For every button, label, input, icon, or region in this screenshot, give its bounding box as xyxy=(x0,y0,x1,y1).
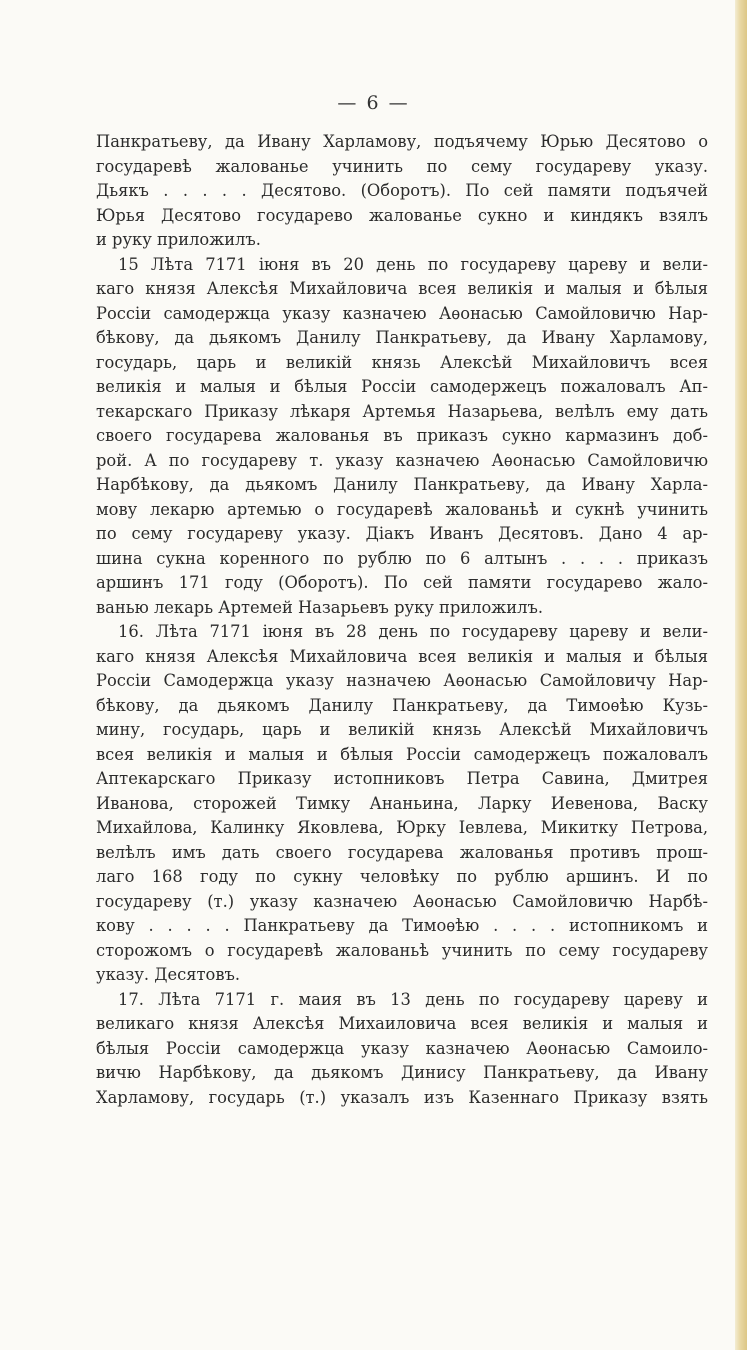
page-number: — 6 — xyxy=(337,92,410,114)
text-line: шина сукна коренного по рублю по 6 алтынъ . . . . приказъ xyxy=(96,548,708,568)
text-line: каго князя Алексѣя Михайловича всея великія и малыя и бѣлыя xyxy=(96,646,708,666)
text-line: великія и малыя и бѣлыя Россіи самодержецъ пожаловалъ Ап- xyxy=(96,377,708,396)
text-line: аршинъ 171 году (Оборотъ). По сей памяти государево жало- xyxy=(96,573,708,592)
text-line: лаго 168 году по сукну человѣку по рублю аршинъ. И по xyxy=(96,867,708,886)
text-line: бѣкову, да дьякомъ Данилу Панкратьеву, да Ивану Харламову, xyxy=(96,328,708,347)
text-line: ванью лекарь Артемей Назарьевъ руку приложилъ. xyxy=(96,597,544,617)
text-line: Россіи самодержца указу казначею Аѳонасью Самойловичю Нар- xyxy=(96,303,708,323)
text-line: Юрья Десятово государево жалованье сукно и киндякъ взялъ xyxy=(96,205,708,225)
page-edge xyxy=(735,0,747,1350)
text-line: государь, царь и великій князь Алексѣй Михайловичъ всея xyxy=(96,352,708,372)
text-line: государеву (т.) указу казначею Аѳонасью Самойловичю Нарбѣ- xyxy=(96,891,708,911)
text-line: и руку приложилъ. xyxy=(96,230,261,249)
text-line: Иванова, сторожей Тимку Ананьина, Ларку Иевенова, Васку xyxy=(96,793,708,813)
body-text xyxy=(96,130,708,1110)
entry-17-start: 17. Лѣта 7171 г. маия въ 13 день по государеву цареву и xyxy=(118,989,708,1009)
text-line: государевѣ жалованье учинить по сему государеву указу. xyxy=(96,156,708,176)
text-line: своего государева жалованья въ приказъ сукно кармазинъ доб- xyxy=(96,426,708,445)
text-line: велѣлъ имъ дать своего государева жалованья противъ прош- xyxy=(96,842,708,862)
text-line: Аптекарскаго Приказу истопниковъ Петра Савина, Дмитрея xyxy=(96,769,708,788)
text-line: мину, государь, царь и великій князь Алексѣй Михайловичъ xyxy=(96,720,708,739)
text-line: всея великія и малыя и бѣлыя Россіи самодержецъ пожаловалъ xyxy=(96,744,708,764)
entry-15-start: 15 Лѣта 7171 іюня въ 20 день по государеву цареву и вели- xyxy=(118,254,708,274)
text-line: по сему государеву указу. Діакъ Иванъ Десятовъ. Дано 4 ар- xyxy=(96,524,708,543)
entry-16-start: 16. Лѣта 7171 іюня въ 28 день по государеву цареву и вели- xyxy=(118,622,708,641)
text-line: Михайлова, Калинку Яковлева, Юрку Іевлева, Микитку Петрова, xyxy=(96,818,708,837)
text-line: текарскаго Приказу лѣкаря Артемья Назарьева, велѣлъ ему дать xyxy=(96,401,708,421)
text-line: великаго князя Алексѣя Михаиловича всея великія и малыя и xyxy=(96,1014,708,1033)
text-line: мову лекарю артемью о государевѣ жалованьѣ и сукнѣ учинить xyxy=(96,499,708,519)
text-line: кову . . . . . Панкратьеву да Тимоѳѣю . . . . истопникомъ и xyxy=(96,916,708,935)
text-line: сторожомъ о государевѣ жалованьѣ учинить по сему государеву xyxy=(96,940,708,960)
text-line: указу. Десятовъ. xyxy=(96,965,241,984)
text-line: бѣлыя Россіи самодержца указу казначею Аѳонасью Самоило- xyxy=(96,1038,708,1058)
text-line: бѣкову, да дьякомъ Данилу Панкратьеву, да Тимоѳѣю Кузь- xyxy=(96,695,708,715)
text-line: вичю Нарбѣкову, да дьякомъ Динису Панкратьеву, да Ивану xyxy=(96,1063,708,1082)
text-line: Нарбѣкову, да дьякомъ Данилу Панкратьеву, да Ивану Харла- xyxy=(96,475,708,494)
text-line: Дьякъ . . . . . Десятово. (Оборотъ). По сей памяти подъячей xyxy=(96,181,708,200)
text-line: каго князя Алексѣя Михайловича всея великія и малыя и бѣлыя xyxy=(96,279,708,298)
text-line: Россіи Самодержца указу назначею Аѳонасью Самойловичу Нар- xyxy=(96,671,708,690)
text-line: рой. А по государеву т. указу казначею Аѳонасью Самойловичю xyxy=(96,450,708,470)
text-line: Харламову, государь (т.) указалъ изъ Казеннаго Приказу взять xyxy=(96,1087,708,1107)
text-line: Панкратьеву, да Ивану Харламову, подъячему Юрью Десятово о xyxy=(96,132,708,151)
